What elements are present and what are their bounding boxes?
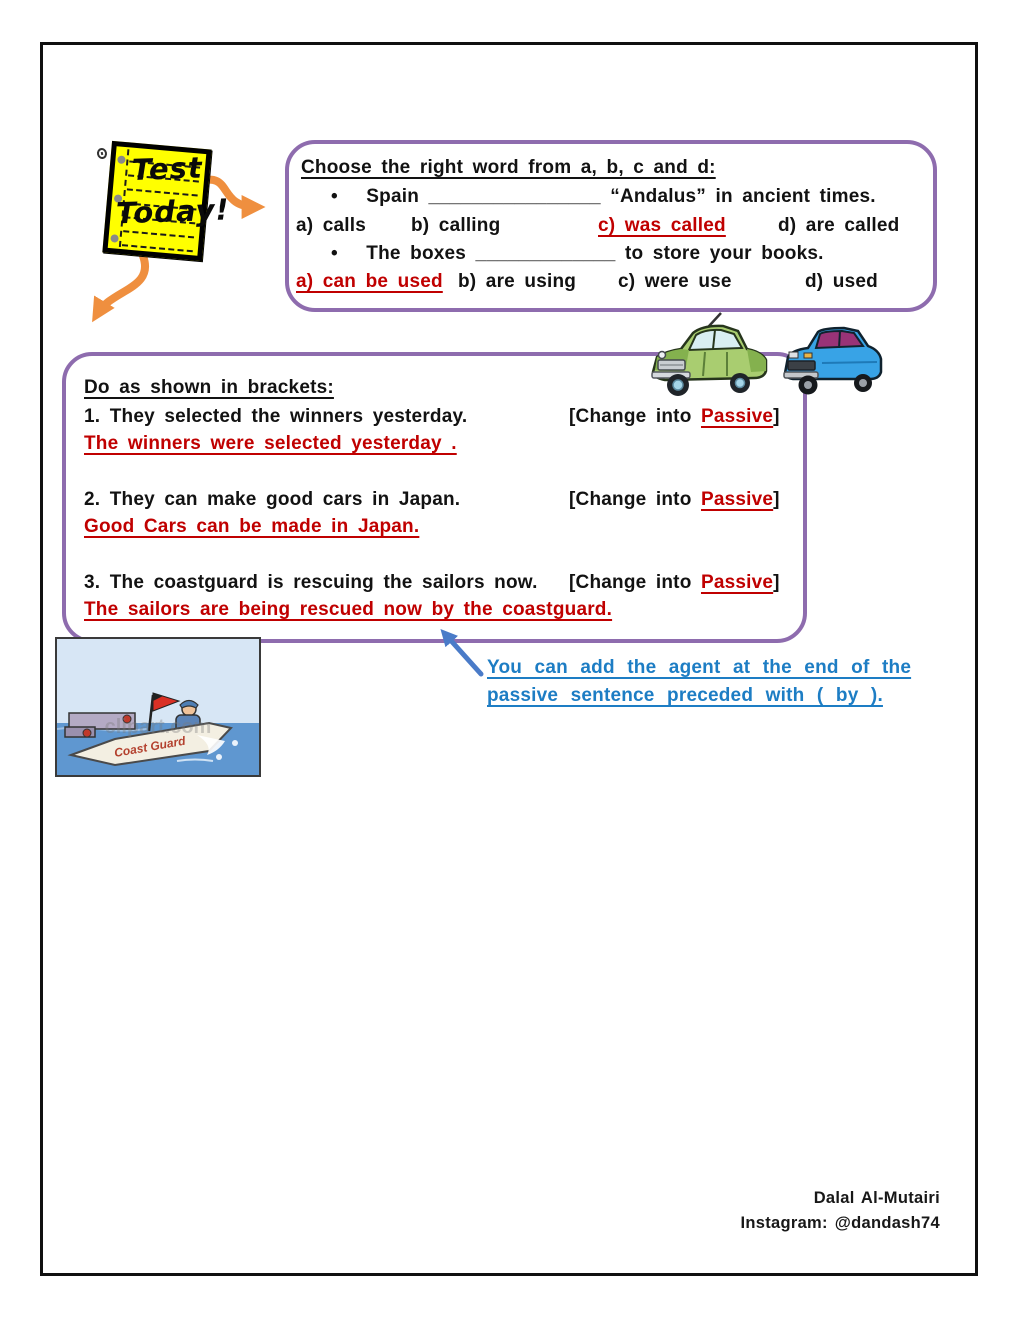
brackets-instruction-2 <box>569 488 780 511</box>
footer-credit <box>740 1186 940 1236</box>
footer-author: Dalal Al-Mutairi <box>813 1189 940 1207</box>
tip-line-1: You can add the agent at the end of the <box>487 657 912 678</box>
mcq-question-1 <box>331 185 876 208</box>
green-car-illustration <box>643 310 775 405</box>
brackets-answer-3: The sailors are being rescued now by the coastguard. <box>84 599 613 620</box>
brackets-instruction-3 <box>569 571 780 594</box>
watermark-text: clipart.com <box>104 716 212 738</box>
boat-hull-text: Coast Guard <box>113 733 187 760</box>
mcq-question-2-text: The boxes _____________ to store your books. <box>366 243 824 264</box>
instruction-suffix: ] <box>773 572 780 593</box>
mcq-q1-option-c-correct: c) was called <box>598 215 726 236</box>
instruction-suffix: ] <box>773 489 780 510</box>
mcq-q2-option-b: b) are using <box>458 271 577 292</box>
mcq-q2-option-d: d) used <box>805 271 878 292</box>
instruction-keyword: Passive <box>700 406 774 427</box>
footer-instagram: Instagram: @dandash74 <box>740 1214 940 1232</box>
instruction-prefix: [Change into <box>569 406 701 427</box>
green-car-image <box>643 310 775 405</box>
mcq-q1-option-d: d) are called <box>778 215 900 236</box>
instruction-keyword: Passive <box>700 572 774 593</box>
coastguard-boat-image <box>55 637 261 777</box>
brackets-question-3: 3. The coastguard is rescuing the sailors now. <box>84 572 538 593</box>
instruction-prefix: [Change into <box>569 572 701 593</box>
mcq-q2-option-a-correct: a) can be used <box>296 271 443 292</box>
note-text-line-2: Today! <box>115 192 231 231</box>
mcq-q1-option-a: a) calls <box>296 215 367 236</box>
brackets-question-1: 1. They selected the winners yesterday. <box>84 406 468 427</box>
mcq-q1-option-b: b) calling <box>411 215 501 236</box>
tip-line-2: passive sentence preceded with ( by ). <box>487 685 883 706</box>
mcq-question-2 <box>331 242 824 265</box>
note-hole-icon <box>117 155 126 164</box>
instruction-keyword: Passive <box>700 489 774 510</box>
brackets-answer-2: Good Cars can be made in Japan. <box>84 516 420 537</box>
note-ruled-line <box>123 230 194 238</box>
instruction-prefix: [Change into <box>569 489 701 510</box>
coastguard-boat-illustration <box>57 639 259 775</box>
note-text-line-1: Test <box>131 150 204 187</box>
brackets-question-2: 2. They can make good cars in Japan. <box>84 489 461 510</box>
brackets-title: Do as shown in brackets: <box>84 377 334 398</box>
blue-car-image <box>777 321 889 399</box>
bullet-icon: • <box>331 243 338 264</box>
bullet-icon: • <box>331 186 338 207</box>
mcq-exercise-box <box>285 140 937 312</box>
brackets-instruction-1 <box>569 405 780 428</box>
mcq-q2-option-c: c) were use <box>618 271 732 292</box>
mcq-title: Choose the right word from a, b, c and d: <box>301 157 716 178</box>
blue-car-illustration <box>777 321 889 399</box>
mcq-question-1-text: Spain ________________ “Andalus” in ancient times. <box>366 186 876 207</box>
note-ruled-line <box>122 244 193 252</box>
note-hole-icon <box>110 234 119 243</box>
test-today-note <box>102 141 231 261</box>
brackets-answer-1: The winners were selected yesterday . <box>84 433 457 454</box>
instruction-suffix: ] <box>773 406 780 427</box>
